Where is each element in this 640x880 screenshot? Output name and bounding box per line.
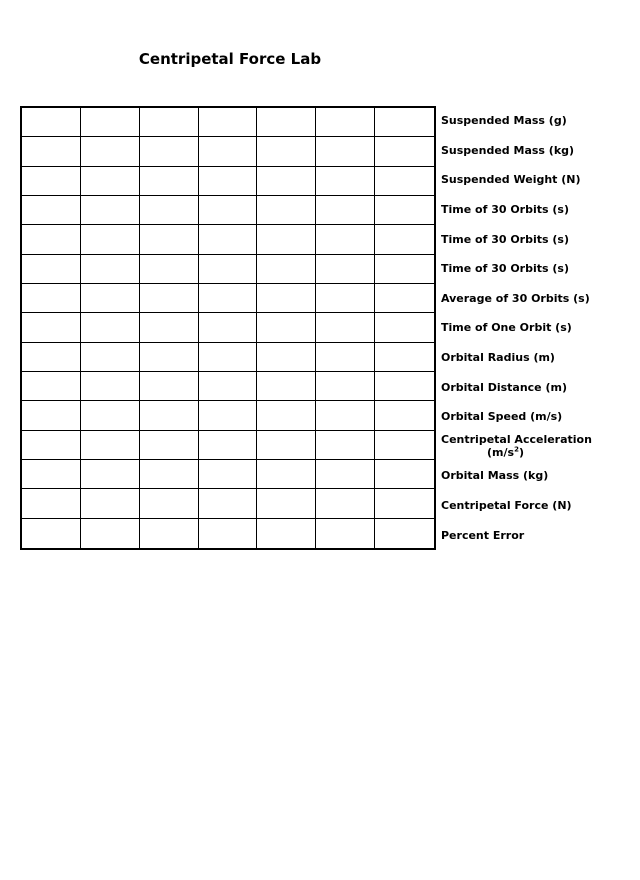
table-cell — [22, 225, 81, 254]
table-cell — [199, 401, 258, 430]
table-cell — [22, 196, 81, 225]
table-cell — [257, 460, 316, 489]
table-cell — [22, 372, 81, 401]
table-cell — [22, 401, 81, 430]
table-cell — [257, 255, 316, 284]
table-cell — [316, 284, 375, 313]
table-cell — [22, 255, 81, 284]
table-cell — [316, 255, 375, 284]
row-label: Average of 30 Orbits (s) — [441, 291, 590, 305]
table-cell — [199, 431, 258, 460]
table-cell — [316, 460, 375, 489]
row-label: Suspended Weight (N) — [441, 173, 581, 187]
data-table-grid — [20, 106, 436, 550]
table-cell — [316, 343, 375, 372]
table-cell — [199, 225, 258, 254]
table-cell — [81, 225, 140, 254]
table-cell — [22, 167, 81, 196]
table-cell — [199, 372, 258, 401]
row-label: Percent Error — [441, 528, 525, 542]
row-label: Orbital Radius (m) — [441, 351, 555, 365]
table-cell — [22, 431, 81, 460]
table-cell — [22, 137, 81, 166]
table-cell — [81, 196, 140, 225]
table-cell — [375, 519, 434, 548]
row-labels — [441, 106, 637, 550]
table-cell — [199, 460, 258, 489]
table-cell — [22, 313, 81, 342]
table-cell — [81, 401, 140, 430]
row-label: Centripetal Force (N) — [441, 499, 572, 513]
row-label: Orbital Distance (m) — [441, 380, 567, 394]
table-cell — [199, 108, 258, 137]
table-cell — [316, 137, 375, 166]
table-cell — [199, 167, 258, 196]
table-cell — [316, 431, 375, 460]
row-label: Time of 30 Orbits (s) — [441, 203, 569, 217]
table-cell — [316, 519, 375, 548]
table-cell — [316, 108, 375, 137]
table-cell — [140, 137, 199, 166]
table-cell — [140, 167, 199, 196]
table-cell — [257, 343, 316, 372]
table-cell — [375, 372, 434, 401]
table-cell — [22, 343, 81, 372]
table-cell — [22, 460, 81, 489]
table-cell — [140, 108, 199, 137]
table-cell — [81, 489, 140, 518]
table-cell — [140, 313, 199, 342]
table-cell — [81, 313, 140, 342]
table-cell — [375, 343, 434, 372]
table-cell — [199, 489, 258, 518]
table-cell — [81, 255, 140, 284]
table-cell — [81, 460, 140, 489]
table-cell — [257, 431, 316, 460]
table-cell — [81, 167, 140, 196]
table-cell — [140, 401, 199, 430]
row-label: Suspended Mass (kg) — [441, 143, 575, 157]
table-cell — [257, 284, 316, 313]
row-label: Time of 30 Orbits (s) — [441, 232, 569, 246]
page-title: Centripetal Force Lab — [138, 50, 322, 68]
table-cell — [199, 196, 258, 225]
row-label-line: Centripetal Acceleration — [441, 433, 592, 447]
table-cell — [375, 196, 434, 225]
table-cell — [81, 137, 140, 166]
table-cell — [375, 489, 434, 518]
table-cell — [81, 284, 140, 313]
table-cell — [316, 167, 375, 196]
table-cell — [375, 255, 434, 284]
table-cell — [140, 225, 199, 254]
table-cell — [22, 489, 81, 518]
table-cell — [81, 343, 140, 372]
table-cell — [22, 108, 81, 137]
table-cell — [375, 108, 434, 137]
table-cell — [316, 372, 375, 401]
table-cell — [199, 343, 258, 372]
table-cell — [257, 489, 316, 518]
table-cell — [375, 431, 434, 460]
table-cell — [257, 519, 316, 548]
table-cell — [257, 137, 316, 166]
table-cell — [140, 196, 199, 225]
row-label: Time of One Orbit (s) — [441, 321, 572, 335]
table-cell — [257, 313, 316, 342]
table-cell — [199, 519, 258, 548]
table-cell — [22, 519, 81, 548]
table-cell — [375, 167, 434, 196]
table-cell — [257, 196, 316, 225]
table-cell — [81, 431, 140, 460]
table-cell — [81, 372, 140, 401]
table-cell — [140, 460, 199, 489]
table-cell — [140, 519, 199, 548]
table-cell — [316, 225, 375, 254]
table-cell — [199, 284, 258, 313]
table-cell — [81, 519, 140, 548]
table-cell — [375, 284, 434, 313]
table-cell — [316, 401, 375, 430]
row-label: Orbital Mass (kg) — [441, 469, 549, 483]
table-cell — [199, 313, 258, 342]
table-cell — [375, 225, 434, 254]
table-cell — [375, 313, 434, 342]
table-cell — [257, 167, 316, 196]
table-cell — [257, 372, 316, 401]
table-cell — [199, 137, 258, 166]
table-cell — [140, 284, 199, 313]
table-cell — [257, 225, 316, 254]
table-cell — [375, 460, 434, 489]
row-label: Suspended Mass (g) — [441, 114, 567, 128]
table-cell — [316, 489, 375, 518]
table-cell — [140, 255, 199, 284]
table-cell — [316, 196, 375, 225]
table-cell — [140, 489, 199, 518]
table-cell — [140, 372, 199, 401]
table-cell — [316, 313, 375, 342]
table-cell — [81, 108, 140, 137]
table-cell — [257, 401, 316, 430]
table-cell — [199, 255, 258, 284]
row-label: Time of 30 Orbits (s) — [441, 262, 569, 276]
row-label: Orbital Speed (m/s) — [441, 410, 563, 424]
row-label — [441, 432, 637, 462]
table-cell — [375, 137, 434, 166]
table-cell — [140, 431, 199, 460]
table-cell — [375, 401, 434, 430]
row-label-unit: $(m/s^2)$ — [487, 445, 524, 460]
table-cell — [257, 108, 316, 137]
table-cell — [140, 343, 199, 372]
table-cell — [22, 284, 81, 313]
